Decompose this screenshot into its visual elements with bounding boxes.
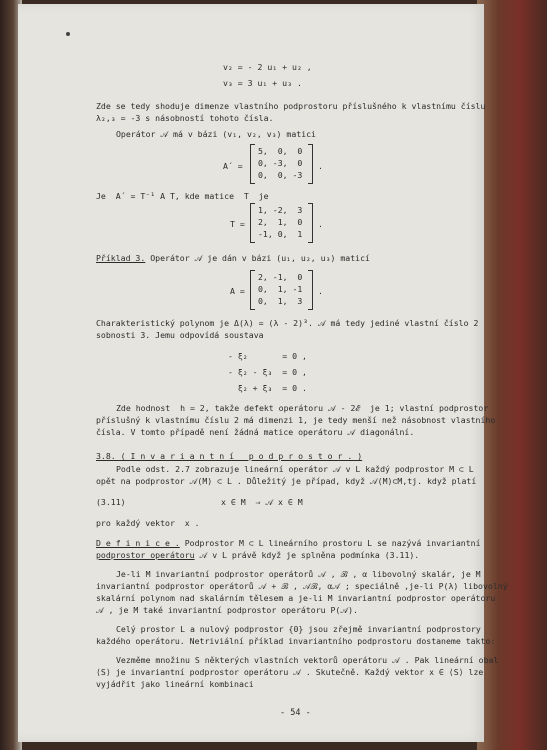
- document-page: [18, 4, 508, 742]
- system-line: - ξ₂ - ξ₃ = 0 ,: [228, 367, 307, 377]
- matrix-row: 0, 1, -1: [258, 284, 303, 294]
- defined-term: podprostor operátoru: [96, 550, 195, 560]
- matrix-label: A´ =: [223, 161, 243, 171]
- matrix-row: 0, 1, 3: [258, 296, 303, 306]
- period: .: [318, 219, 323, 229]
- paragraph-line: Operátor 𝒜 má v bázi (v₁, v₂, v₃) matici: [116, 129, 316, 139]
- matrix-bracket-right: [308, 270, 313, 310]
- punch-hole: [66, 32, 70, 36]
- matrix-bracket-right: [308, 203, 313, 243]
- system-line: - ξ₂ = 0 ,: [228, 351, 307, 361]
- paragraph-line: Podle odst. 2.7 zobrazuje lineární operátor 𝒜 v L každý podprostor M ⊂ L: [116, 464, 474, 474]
- matrix-row: 0, -3, 0: [258, 158, 303, 168]
- example-heading: [96, 253, 370, 263]
- paragraph-line: vyjádřit jako lineární kombinaci: [96, 679, 254, 689]
- paragraph-line: příslušný k vlastnímu číslu 2 má dimenzi 1, je tedy menší než násobnost vlastního: [96, 415, 496, 425]
- matrix-bracket-left: [250, 203, 255, 243]
- paragraph-line: pro každý vektor x .: [96, 518, 200, 528]
- system-line: ξ₂ + ξ₃ = 0 .: [228, 383, 307, 393]
- matrix-row: 0, 0, -3: [258, 170, 303, 180]
- paragraph-line: Je-li M invariantní podprostor operátorů 𝒜 , ℬ , α libovolný skalár, je M: [116, 569, 481, 579]
- definition-line: [96, 550, 419, 560]
- paragraph-line: λ₂,₃ = -3 s násobností tohoto čísla.: [96, 113, 274, 123]
- matrix-label: A =: [230, 286, 245, 296]
- matrix-row: 2, 1, 0: [258, 217, 303, 227]
- equation-v3: v₃ = 3 u₁ + u₃ .: [223, 78, 302, 88]
- equation: x ∈ M ⇒ 𝒜 x ∈ M: [221, 497, 303, 507]
- paragraph-line: ⟨S⟩ je invariantní podprostor operátoru 𝒜 . Skutečně. Každý vektor x ∈ ⟨S⟩ lze: [96, 667, 484, 677]
- matrix-row: 1, -2, 3: [258, 205, 303, 215]
- definition-line: [96, 538, 481, 548]
- matrix-label: T =: [230, 219, 245, 229]
- paragraph-line: opět na podprostor 𝒜(M) ⊂ L . Důležitý je případ, když 𝒜(M)⊂M,tj. když platí: [96, 476, 477, 486]
- paragraph-line: invariantní podprostor operátorů 𝒜 + ℬ , 𝒜ℬ, α𝒜 ; speciálně ,je-li P(λ) libovolný: [96, 581, 508, 591]
- definition-text: 𝒜 v L právě když je splněna podmínka (3.11).: [194, 550, 420, 560]
- section-title: 3.8. ( I n v a r i a n t n í p o d p r o s t o r . ): [96, 451, 363, 461]
- paragraph-line: čísla. V tomto případě není žádná matice operátoru 𝒜 diagonální.: [96, 427, 415, 437]
- matrix-row: -1, 0, 1: [258, 229, 303, 239]
- period: .: [318, 286, 323, 296]
- definition-title: D e f i n i c e .: [96, 538, 180, 548]
- matrix-bracket-left: [250, 270, 255, 310]
- equation-v2: v₂ = - 2 u₁ + u₂ ,: [223, 62, 312, 72]
- paragraph-line: každého operátoru. Netriviální příklad invariantního podprostoru dostaneme takto:: [96, 636, 496, 646]
- page-number: - 54 -: [280, 708, 311, 718]
- example-text: Operátor 𝒜 je dán v bázi (u₁, u₂, u₃) maticí: [145, 253, 370, 263]
- period: .: [318, 161, 323, 171]
- paragraph-line: sobnosti 3. Jemu odpovídá soustava: [96, 330, 264, 340]
- matrix-bracket-left: [250, 144, 255, 184]
- definition-text: Podprostor M ⊂ L lineárního prostoru L se nazývá invariantní: [179, 538, 481, 548]
- paragraph-line: Charakteristický polynom je Δ(λ) = (λ - 2)³. 𝒜 má tedy jediné vlastní číslo 2: [96, 318, 479, 328]
- equation-number: (3.11): [96, 497, 126, 507]
- paragraph-line: 𝒜 , je M také invariantní podprostor operátoru P(𝒜).: [96, 605, 358, 615]
- matrix-bracket-right: [308, 144, 313, 184]
- paragraph-line: Vezměme množinu S některých vlastních vektorů operátoru 𝒜 . Pak lineární obal: [116, 655, 499, 665]
- paragraph-line: Je A´ = T⁻¹ A T, kde matice T je: [96, 191, 269, 201]
- matrix-row: 2, -1, 0: [258, 272, 303, 282]
- paragraph-line: Celý prostor L a nulový podprostor {0} jsou zřejmě invariantní podprostory: [116, 624, 481, 634]
- paragraph-line: skalární polynom nad skalárním tělesem a je-li M invariantní podprostor operátoru: [96, 593, 496, 603]
- example-title: Příklad 3.: [96, 253, 146, 263]
- matrix-row: 5, 0, 0: [258, 146, 303, 156]
- paragraph-line: Zde hodnost h = 2, takže defekt operátoru 𝒜 - 2ℰ je 1; vlastní podprostor: [116, 403, 489, 413]
- paragraph-line: Zde se tedy shoduje dimenze vlastního podprostoru příslušného k vlastnímu číslu: [96, 101, 486, 111]
